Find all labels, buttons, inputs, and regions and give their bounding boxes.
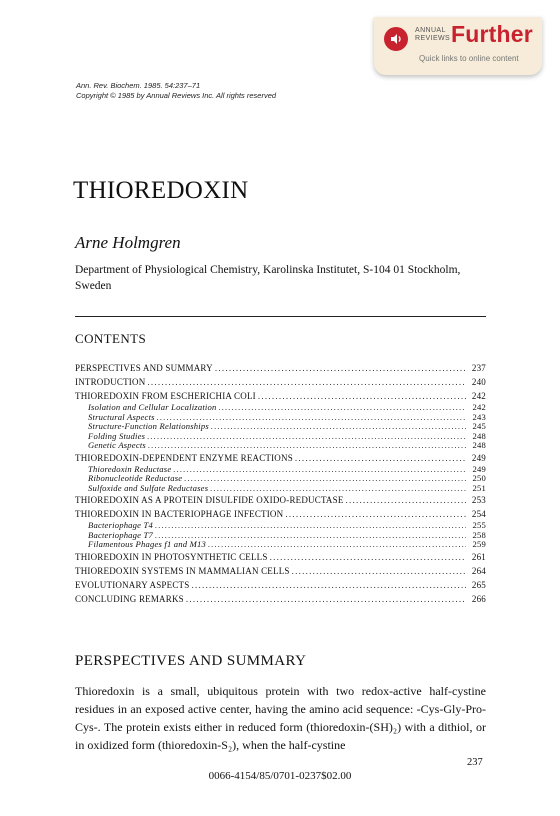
toc-entry-page: 242 (472, 403, 486, 412)
toc-entry-label: Ribonucleotide Reductase (88, 474, 183, 483)
toc-entry-label: Structure-Function Relationships (88, 422, 209, 431)
toc-entry-page: 254 (471, 509, 486, 519)
toc-subentry[interactable] (75, 474, 486, 484)
toc-entry-label: Bacteriophage T7 (88, 530, 154, 540)
leader-dots (147, 375, 466, 389)
leader-dots (186, 592, 466, 606)
toc-entry-page: 242 (471, 391, 486, 401)
toc-entry-page: 248 (472, 441, 486, 450)
leader-dots (285, 507, 466, 521)
toc-entry-label: Bacteriophage T4 (88, 521, 154, 530)
toc-entry-page: 266 (471, 593, 486, 604)
leader-dots (184, 474, 466, 484)
toc-entry-page: 258 (472, 530, 486, 540)
leader-dots (292, 564, 466, 578)
leader-dots (295, 451, 466, 465)
toc-subentry[interactable] (75, 413, 486, 423)
body-paragraph: Thioredoxin is a small, ubiquitous protein with two redox-active half-cystine residues in an exposed active center, having the amino acid sequence: -Cys-Gly-Pro-Cys-. The protein exists either in reduced form (thioredoxin-(SH)₂) with a dithiol, or in oxidized form (thioredoxin-S₂), when the half-cystine (75, 684, 486, 752)
toc-entry-page: 255 (472, 521, 486, 530)
toc-entry-page: 265 (471, 579, 486, 590)
toc-entry-label: INTRODUCTION (75, 377, 146, 387)
author-name: Arne Holmgren (75, 233, 181, 252)
toc-entry-page: 261 (471, 551, 486, 562)
toc-subentry[interactable] (75, 484, 486, 494)
toc-entry-page: 250 (472, 474, 486, 483)
leader-dots (346, 493, 466, 507)
leader-dots (148, 441, 466, 451)
toc-entry-label: Isolation and Cellular Localization (88, 403, 217, 412)
badge-tagline: Quick links to online content (419, 54, 519, 63)
toc-subentry[interactable] (75, 521, 486, 531)
badge-reviews-text: REVIEWS (415, 35, 451, 42)
toc-subentry[interactable] (75, 403, 486, 413)
toc-entry-label: Genetic Aspects (88, 441, 146, 450)
leader-dots (191, 578, 466, 592)
toc-subentry[interactable] (75, 531, 486, 541)
badge-publisher-label (415, 27, 450, 43)
speaker-icon (384, 27, 408, 51)
toc-entry-label: THIOREDOXIN AS A PROTEIN DISULFIDE OXIDO-REDUCTASE (75, 495, 344, 505)
toc-entry-page: 259 (472, 540, 486, 549)
leader-dots (147, 432, 466, 442)
toc-entry[interactable] (75, 550, 486, 564)
toc-entry-page: 248 (472, 431, 486, 441)
toc-entry-label: Structural Aspects (88, 412, 155, 422)
leader-dots (258, 389, 466, 403)
table-of-contents (75, 361, 486, 606)
toc-entry[interactable] (75, 361, 486, 375)
toc-entry[interactable] (75, 389, 486, 403)
leader-dots (215, 361, 466, 375)
badge-further-text: Further (451, 21, 533, 47)
toc-entry-page: 264 (471, 565, 486, 576)
toc-subentry[interactable] (75, 422, 486, 432)
toc-subentry[interactable] (75, 540, 486, 550)
toc-subentry[interactable] (75, 432, 486, 442)
leader-dots (208, 540, 466, 550)
toc-entry-page: 243 (472, 412, 486, 422)
article-title: THIOREDOXIN (73, 177, 249, 204)
toc-entry-label: Sulfoxide and Sulfate Reductases (88, 483, 209, 493)
issn-code: 0066-4154/85/0701-0237$02.00 (208, 770, 352, 782)
contents-heading: CONTENTS (75, 331, 147, 346)
toc-entry-label: Folding Studies (88, 431, 146, 441)
toc-entry-page: 240 (471, 377, 486, 387)
leader-dots (210, 484, 466, 494)
badge-annual-text: ANNUAL (415, 27, 446, 34)
toc-entry-label: THIOREDOXIN IN BACTERIOPHAGE INFECTION (75, 509, 284, 519)
toc-subentry[interactable] (75, 441, 486, 451)
toc-entry-page: 237 (471, 363, 486, 373)
leader-dots (219, 403, 466, 413)
toc-entry[interactable] (75, 375, 486, 389)
toc-entry[interactable] (75, 578, 486, 592)
leader-dots (211, 422, 466, 432)
page-number: 237 (467, 757, 483, 768)
toc-entry-label: PERSPECTIVES AND SUMMARY (75, 363, 213, 373)
toc-entry-label: EVOLUTIONARY ASPECTS (75, 579, 190, 590)
toc-entry[interactable] (75, 507, 486, 521)
leader-dots (157, 413, 466, 423)
toc-entry[interactable] (75, 451, 486, 465)
copyright-line: Copyright © 1985 by Annual Reviews Inc. All rights reserved (76, 91, 277, 100)
toc-entry-label: Thioredoxin Reductase (88, 464, 172, 474)
leader-dots (155, 521, 466, 531)
toc-subentry[interactable] (75, 465, 486, 475)
toc-entry-label: THIOREDOXIN FROM ESCHERICHIA COLI (75, 391, 256, 401)
toc-entry-page: 249 (472, 464, 486, 474)
toc-entry-label: THIOREDOXIN IN PHOTOSYNTHETIC CELLS (75, 551, 268, 562)
toc-entry-label: CONCLUDING REMARKS (75, 593, 184, 604)
toc-entry-page: 253 (471, 495, 486, 505)
toc-entry-label: Filamentous Phages f1 and M13 (88, 540, 206, 549)
annual-reviews-further-badge[interactable] (374, 17, 542, 75)
toc-entry-page: 245 (472, 422, 486, 431)
toc-entry-page: 251 (472, 483, 486, 493)
toc-entry[interactable] (75, 564, 486, 578)
section-heading: PERSPECTIVES AND SUMMARY (75, 653, 307, 669)
leader-dots (270, 550, 466, 564)
toc-entry-label: THIOREDOXIN-DEPENDENT ENZYME REACTIONS (75, 452, 293, 463)
toc-entry[interactable] (75, 592, 486, 606)
toc-entry-page: 249 (471, 452, 486, 463)
toc-entry-label: THIOREDOXIN SYSTEMS IN MAMMALIAN CELLS (75, 565, 290, 576)
leader-dots (173, 465, 466, 475)
header-divider (75, 316, 486, 317)
leader-dots (155, 531, 466, 541)
journal-citation: Ann. Rev. Biochem. 1985. 54:237–71 (76, 81, 201, 90)
author-affiliation: Department of Physiological Chemistry, Karolinska Institutet, S-104 01 Stockholm, Sweden (75, 264, 461, 292)
toc-entry[interactable] (75, 493, 486, 507)
